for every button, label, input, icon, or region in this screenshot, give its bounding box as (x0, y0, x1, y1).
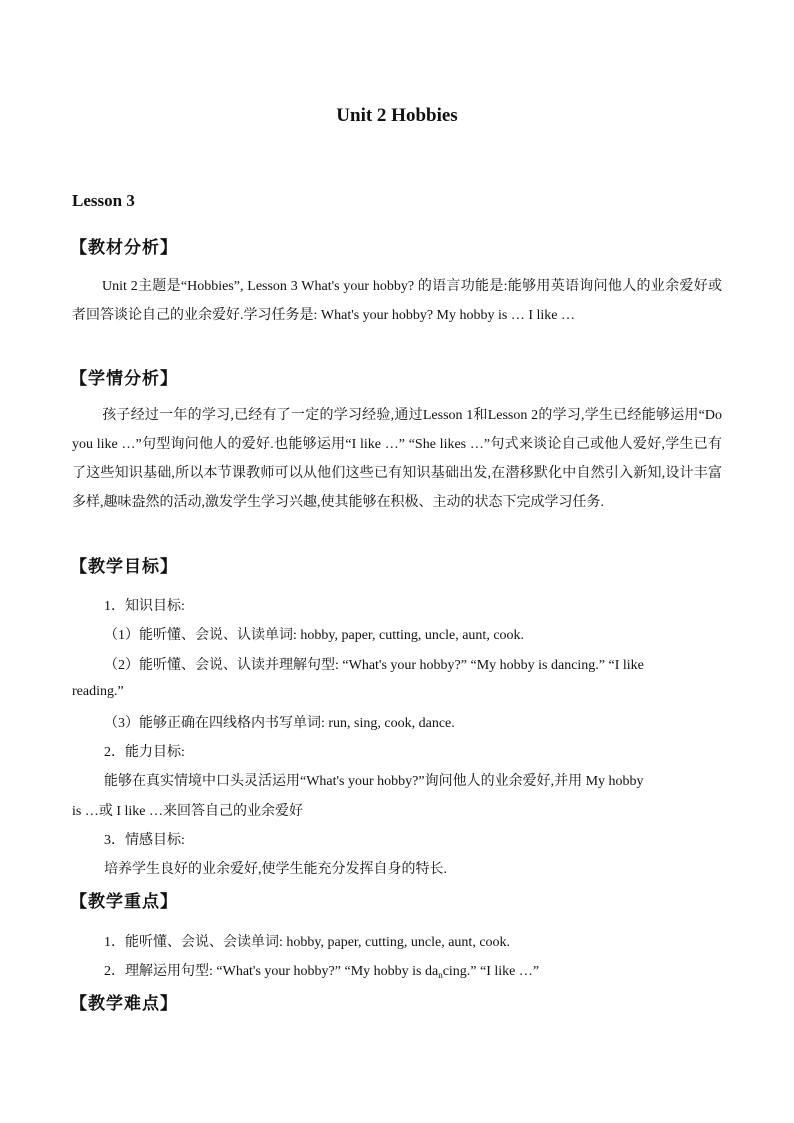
materials-paragraph (72, 272, 722, 330)
section-heading-materials: 【教材分析】 (70, 238, 178, 258)
knowledge-goal-label: 1．知识目标: (104, 599, 185, 614)
key-point-2-subscript: n (438, 970, 443, 980)
emotion-goal-text: 培养学生良好的业余爱好,使学生能充分发挥自身的特长. (104, 862, 447, 877)
students-text: 孩子经过一年的学习,已经有了一定的学习经验,通过Lesson 1和Lesson 2的学习,学生已经能够运用“Do you like …”句型询问他人的爱好.也能够运用“I like …” “She likes …”句式来谈论自己或他人爱好,学生已有了这些知识基础,所以本节课教师可以从他们这些已有知识基础出发,在潜移默化中自然引入新知,设计丰富多样,趣味盎然的活动,激发学生学习兴趣,使其能够在积极、主动的状态下完成学习任务. (72, 408, 722, 510)
key-point-2-text-a: 2．理解运用句型: “What's your hobby?” “My hobby is da (104, 964, 439, 979)
knowledge-goal-2-line2: reading.” (72, 684, 124, 699)
emotion-goal-label: 3．情感目标: (104, 833, 185, 848)
ability-goal-line2: is …或 I like …来回答自己的业余爱好 (72, 804, 303, 819)
section-heading-key-points: 【教学重点】 (70, 892, 178, 912)
ability-goal-line1: 能够在真实情境中口头灵活运用“What's your hobby?”询问他人的业余爱好,并用 My hobby (104, 774, 644, 789)
key-point-2-text-b: cing.” “I like …” (442, 964, 540, 979)
materials-text: Unit 2主题是“Hobbies”, Lesson 3 What's your hobby? 的语言功能是:能够用英语询问他人的业余爱好或者回答谈论自己的业余爱好.学习任务是: What's your hobby? My hobby is … I like … (72, 279, 722, 323)
knowledge-goal-3: （3）能够正确在四线格内书写单词: run, sing, cook, dance. (104, 716, 455, 731)
lesson-heading: Lesson 3 (72, 191, 135, 210)
section-heading-goals: 【教学目标】 (70, 557, 178, 577)
key-point-1: 1．能听懂、会说、会读单词: hobby, paper, cutting, uncle, aunt, cook. (104, 935, 511, 950)
section-heading-difficulties: 【教学难点】 (70, 994, 178, 1014)
key-point-2 (104, 960, 539, 980)
document-title: Unit 2 Hobbies (336, 105, 458, 126)
knowledge-goal-2-line1: （2）能听懂、会说、认读并理解句型: “What's your hobby?” “My hobby is dancing.” “I like (104, 658, 644, 673)
ability-goal-label: 2．能力目标: (104, 745, 185, 760)
section-heading-students: 【学情分析】 (70, 369, 178, 389)
students-paragraph (72, 401, 722, 517)
knowledge-goal-1: （1）能听懂、会说、认读单词: hobby, paper, cutting, uncle, aunt, cook. (104, 628, 525, 643)
